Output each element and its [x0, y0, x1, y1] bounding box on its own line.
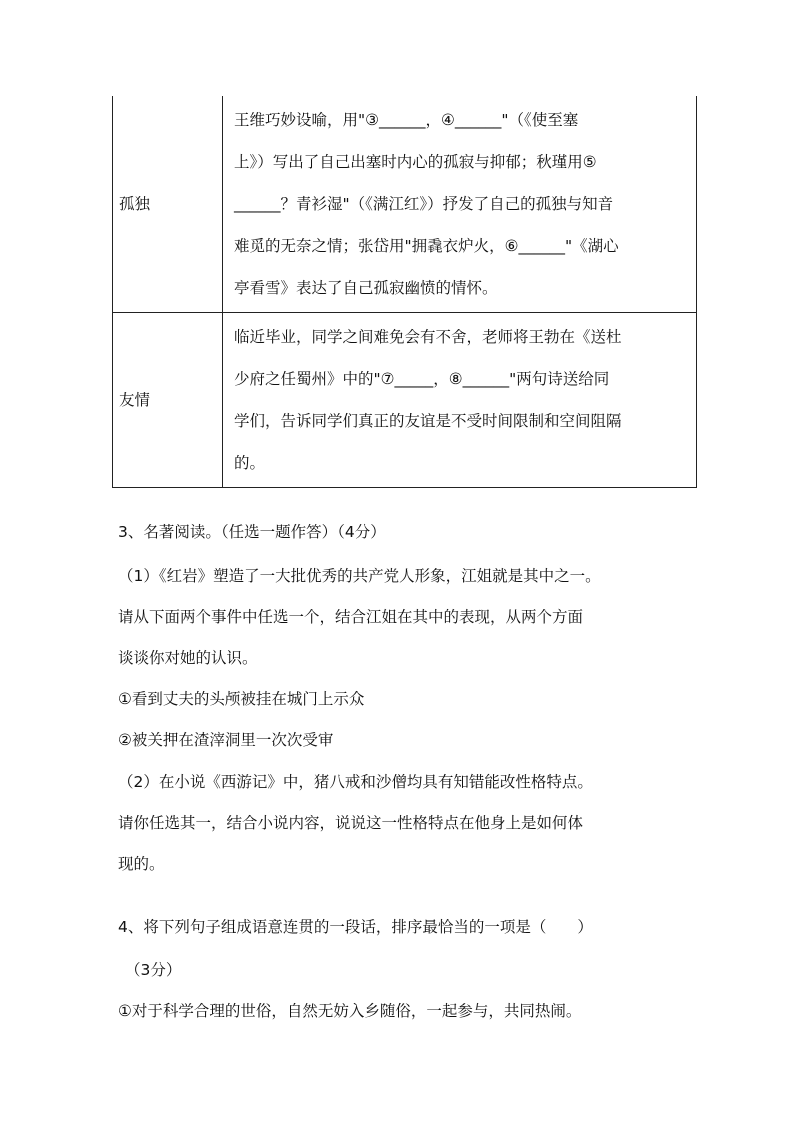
content-cell — [223, 96, 697, 313]
question-3-title: 3、名著阅读。（任选一题作答）（4分） — [118, 523, 386, 541]
question-3-part2-line: （2）在小说《西游记》中，猪八戒和沙僧均具有知错能改性格特点。 — [118, 773, 593, 791]
cell-text-line: 临近毕业，同学之间难免会有不舍，老师将王勃在《送杜 — [234, 328, 622, 346]
question-3-part2-line: 请你任选其一，结合小说内容，说说这一性格特点在他身上是如何体 — [118, 814, 584, 832]
question-3-part1-line: 谈谈你对她的认识。 — [118, 649, 258, 667]
cell-text-line: 学们，告诉同学们真正的友谊是不受时间限制和空间阻隔 — [234, 412, 622, 430]
question-3-option: ②被关押在渣滓洞里一次次受审 — [118, 731, 334, 749]
cell-text-line: 王维巧妙设喻，用"③______，④______"（《使至塞 — [234, 111, 579, 129]
category-cell: 孤独 — [113, 96, 223, 313]
cell-text-line: 难觅的无奈之情；张岱用"拥毳衣炉火，⑥______"《湖心 — [234, 237, 619, 255]
question-3-part2-line: 现的。 — [118, 855, 165, 873]
poem-table — [112, 96, 697, 488]
question-4-score: （3分） — [125, 961, 182, 979]
question-4-title: 4、将下列句子组成语意连贯的一段话，排序最恰当的一项是（ ） — [118, 918, 593, 936]
question-3-option: ①看到丈夫的头颅被挂在城门上示众 — [118, 690, 365, 708]
question-3-part1-line: 请从下面两个事件中任选一个，结合江姐在其中的表现，从两个方面 — [118, 608, 584, 626]
question-4-sentence: ①对于科学合理的世俗，自然无妨入乡随俗，一起参与，共同热闹。 — [118, 1002, 582, 1020]
category-cell: 友情 — [113, 313, 223, 488]
table-row — [113, 313, 697, 488]
content-cell — [223, 313, 697, 488]
cell-text-line: 少府之任蜀州》中的"⑦_____，⑧______"两句诗送给同 — [234, 370, 610, 388]
cell-text-line: 上》）写出了自己出塞时内心的孤寂与抑郁；秋瑾用⑤ — [234, 153, 597, 171]
question-3-part1-line: （1）《红岩》塑造了一大批优秀的共产党人形象，江姐就是其中之一。 — [118, 567, 601, 585]
cell-text-line: 亭看雪》表达了自己孤寂幽愤的情怀。 — [234, 279, 498, 297]
table-row — [113, 96, 697, 313]
cell-text-line: ______？青衫湿"（《满江红》）抒发了自己的孤独与知音 — [234, 195, 614, 213]
cell-text-line: 的。 — [234, 454, 266, 472]
